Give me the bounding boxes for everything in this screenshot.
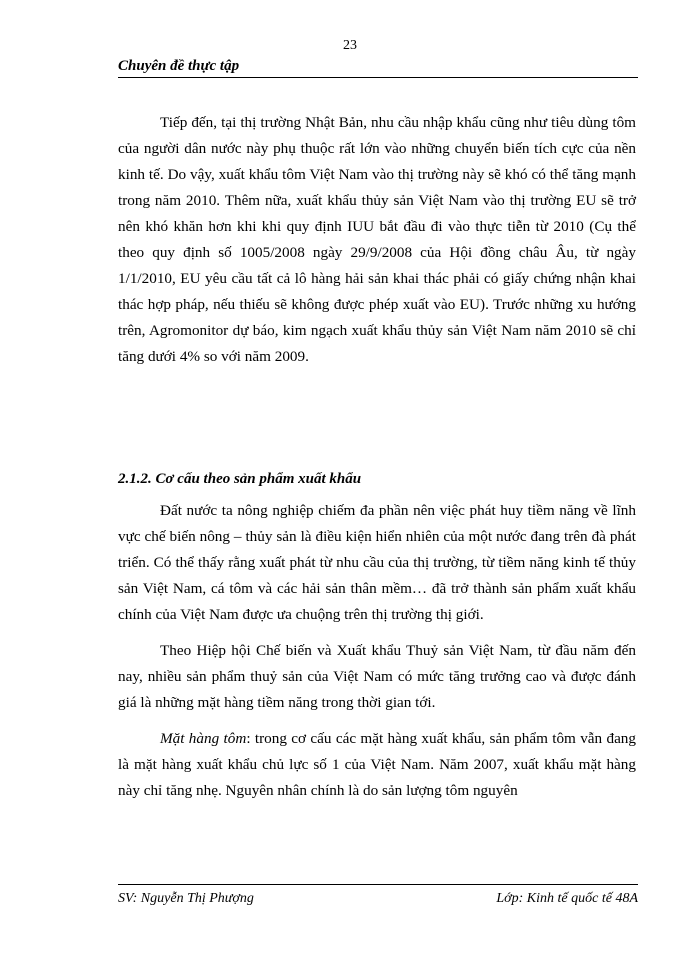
footer-student: SV: Nguyễn Thị Phượng (118, 891, 254, 906)
footer-class: Lớp: Kinh tế quốc tế 48A (496, 891, 638, 906)
page-number: 23 (343, 38, 357, 53)
shrimp-paragraph-text: : trong cơ cấu các mặt hàng xuất khẩu, sản phẩm tôm vẫn đang là mặt hàng xuất khẩu chủ lực số 1 của Việt Nam. Năm 2007, xuất khẩu mặt hàng này chỉ tăng nhẹ. Nguyên nhân chính là do sản lượng tôm nguyên (118, 730, 636, 799)
section-paragraph-2: Theo Hiệp hội Chế biến và Xuất khẩu Thuỷ sản Việt Nam, từ đầu năm đến nay, nhiều sản phẩm thuỷ sản của Việt Nam có mức tăng trưởng cao và được đánh giá là những mặt hàng tiềm năng trong thời gian tới. (118, 642, 636, 711)
section-heading: 2.1.2. Cơ cấu theo sản phẩm xuất khẩu (118, 471, 362, 487)
document-body (118, 110, 636, 804)
section-paragraph-3 (118, 726, 636, 804)
page-header: Chuyên đề thực tập (118, 58, 638, 78)
section-paragraph-1: Đất nước ta nông nghiệp chiếm đa phần nên việc phát huy tiềm năng về lĩnh vực chế biến nông – thủy sản là điều kiện hiển nhiên của một nước đang trên đà phát triển. Có thể thấy rằng xuất phát từ nhu cầu của thị trường, từ tiềm năng kinh tế thủy sản Việt Nam, cá tôm và các hải sản thân mềm… đã trở thành sản phẩm xuất khẩu chính của Việt Nam được ưa chuộng trên thị trường thị giới. (118, 502, 636, 623)
page-footer (118, 884, 638, 907)
shrimp-lead-term: Mặt hàng tôm (160, 730, 247, 747)
intro-paragraph: Tiếp đến, tại thị trường Nhật Bản, nhu cầu nhập khẩu cũng như tiêu dùng tôm của người dân nước này phụ thuộc rất lớn vào những chuyển biến tích cực của nền kinh tế. Do vậy, xuất khẩu tôm Việt Nam vào thị trường này sẽ khó có thể tăng mạnh trong năm 2010. Thêm nữa, xuất khẩu thủy sản Việt Nam vào thị trường EU sẽ trở nên khó khăn hơn khi khi quy định IUU bắt đầu đi vào thực tiễn từ 2010 (Cụ thể theo quy định số 1005/2008 ngày 29/9/2008 của Hội đồng châu Âu, từ ngày 1/1/2010, EU yêu cầu tất cả lô hàng hải sản khai thác phải có giấy chứng nhận khai thác hợp pháp, nếu thiếu sẽ không được phép xuất vào EU). Trước những xu hướng trên, Agromonitor dự báo, kim ngạch xuất khẩu thủy sản Việt Nam năm 2010 sẽ chỉ tăng dưới 4% so với năm 2009. (118, 114, 636, 365)
